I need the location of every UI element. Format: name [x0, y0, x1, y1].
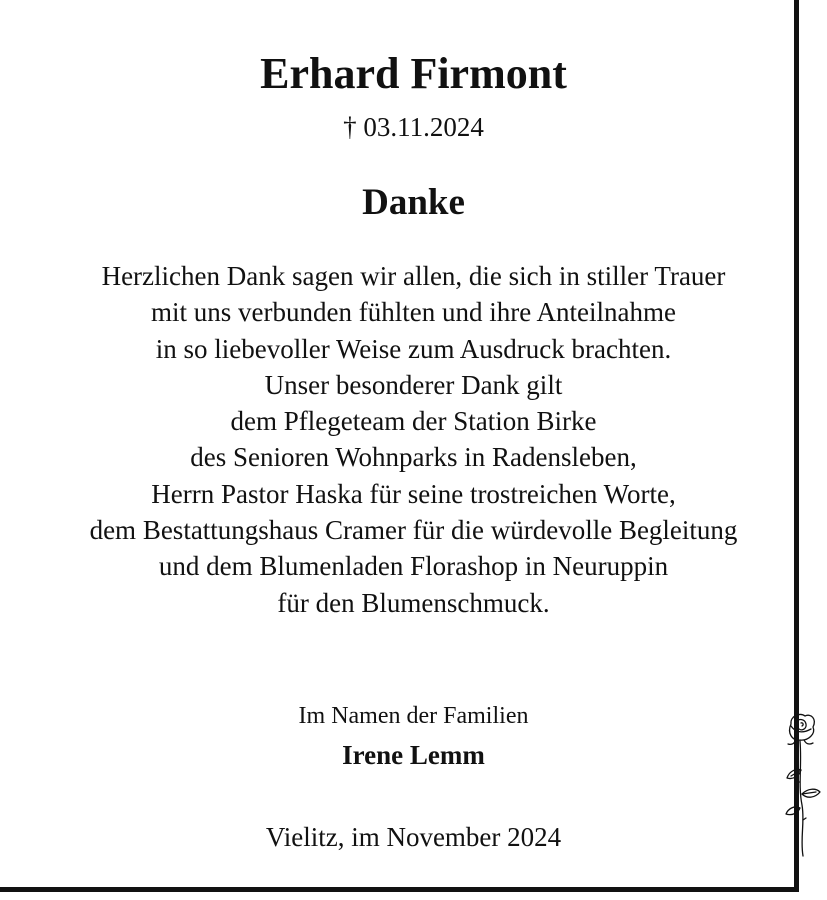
signature-intro: Im Namen der Familien	[298, 703, 529, 729]
thanks-heading: Danke	[362, 182, 465, 223]
deceased-name: Erhard Firmont	[260, 49, 567, 98]
thanks-line: dem Bestattungshaus Cramer für die würdevolle Begleitung	[89, 515, 738, 546]
place-date: Vielitz, im November 2024	[265, 822, 562, 852]
thanks-line: dem Pflegeteam der Station Birke	[230, 406, 597, 437]
thanks-text	[0, 258, 827, 621]
thanks-line: und dem Blumenladen Florashop in Neuruppin	[158, 551, 669, 582]
thanks-line: mit uns verbunden fühlten und ihre Anteilnahme	[151, 297, 676, 328]
death-date: † 03.11.2024	[343, 112, 484, 142]
thanks-line: des Senioren Wohnparks in Radensleben,	[190, 442, 637, 473]
thanks-line: Herrn Pastor Haska für seine trostreichen Worte,	[151, 478, 676, 509]
thanks-line: Herzlichen Dank sagen wir allen, die sich in stiller Trauer	[101, 261, 726, 291]
thanks-line: in so liebevoller Weise zum Ausdruck brachten.	[155, 333, 672, 364]
signer-name: Irene Lemm	[342, 740, 485, 770]
thanks-line: für den Blumenschmuck.	[277, 587, 550, 618]
rose-icon	[778, 710, 824, 860]
thanks-line: Unser besonderer Dank gilt	[264, 369, 563, 400]
